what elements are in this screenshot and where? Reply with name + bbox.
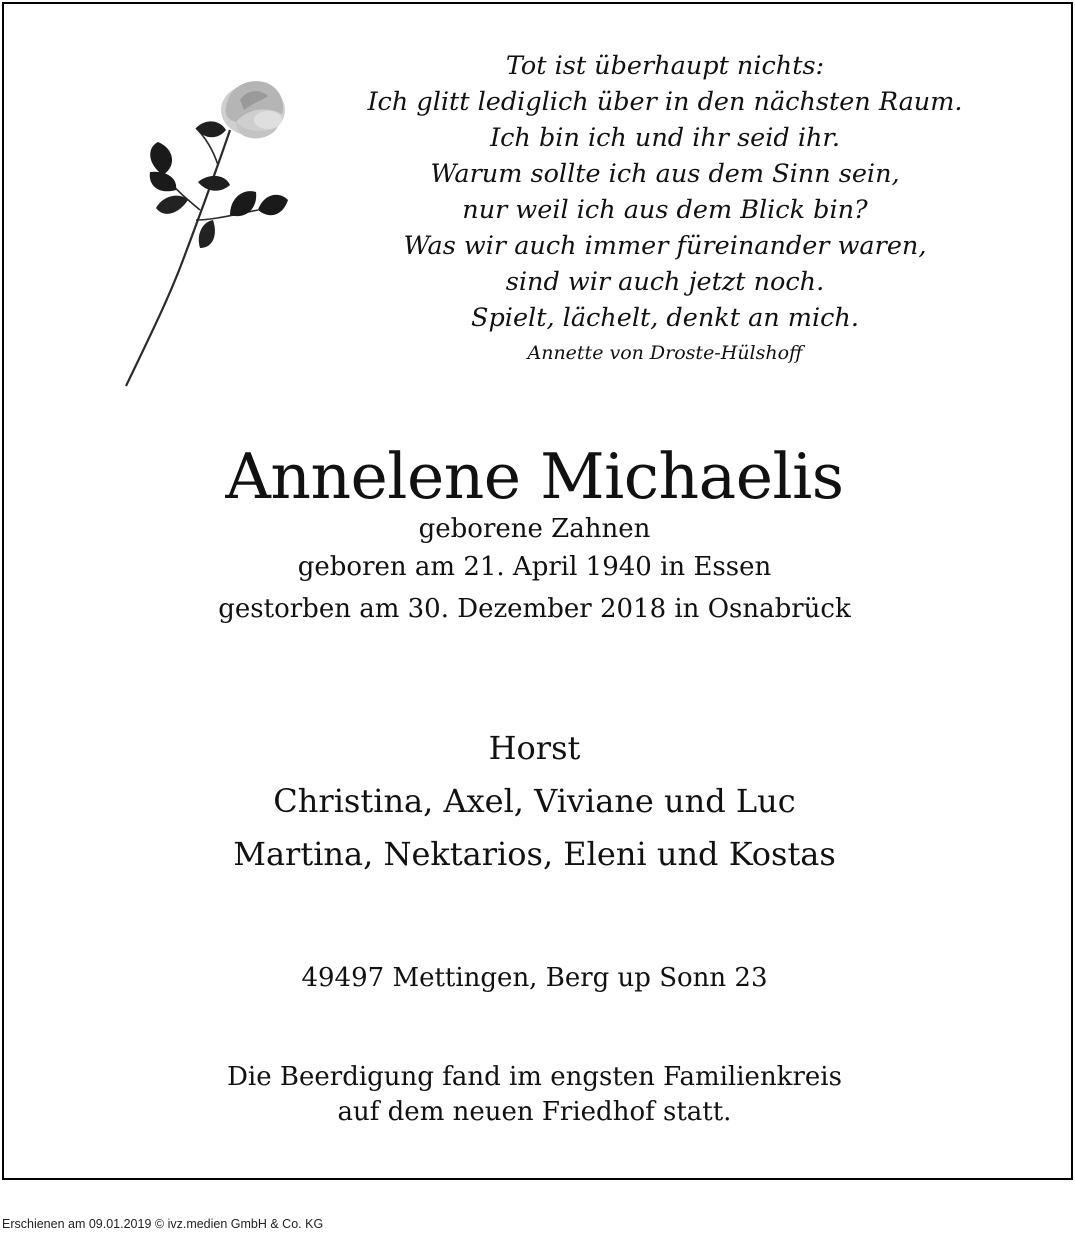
- poem-line: nur weil ich aus dem Blick bin?: [462, 195, 868, 225]
- deceased-name: Annelene Michaelis: [225, 440, 844, 513]
- birth-date: geboren am 21. April 1940 in Essen: [297, 552, 772, 582]
- deceased-details: [0, 512, 1069, 630]
- family-list: [0, 722, 1069, 881]
- death-date: gestorben am 30. Dezember 2018 in Osnabrück: [218, 594, 851, 624]
- poem-line: Ich bin ich und ihr seid ihr.: [490, 123, 840, 153]
- poem-line: Ich glitt lediglich über in den nächsten Raum.: [367, 87, 963, 117]
- poem-line: Tot ist überhaupt nichts:: [505, 51, 825, 81]
- poem-line: Spielt, lächelt, denkt an mich.: [471, 303, 859, 333]
- rose-icon: [118, 70, 298, 390]
- funeral-note: [0, 1060, 1069, 1130]
- birth-name: geborene Zahnen: [418, 514, 651, 544]
- funeral-line: Die Beerdigung fand im engsten Familienkreis: [227, 1062, 842, 1092]
- poem-author: Annette von Droste-Hülshoff: [527, 342, 803, 364]
- poem-line: sind wir auch jetzt noch.: [505, 267, 825, 297]
- family-line: Christina, Axel, Viviane und Luc: [273, 782, 796, 820]
- publication-footer: Erschienen am 09.01.2019 © ivz.medien GmbH & Co. KG: [2, 1217, 324, 1231]
- poem-line: Was wir auch immer füreinander waren,: [403, 231, 927, 261]
- address: 49497 Mettingen, Berg up Sonn 23: [301, 963, 768, 993]
- family-line: Horst: [488, 729, 581, 767]
- funeral-line: auf dem neuen Friedhof statt.: [337, 1097, 732, 1127]
- family-line: Martina, Nektarios, Eleni und Kostas: [233, 835, 836, 873]
- poem-line: Warum sollte ich aus dem Sinn sein,: [430, 159, 900, 189]
- poem: [330, 48, 1000, 368]
